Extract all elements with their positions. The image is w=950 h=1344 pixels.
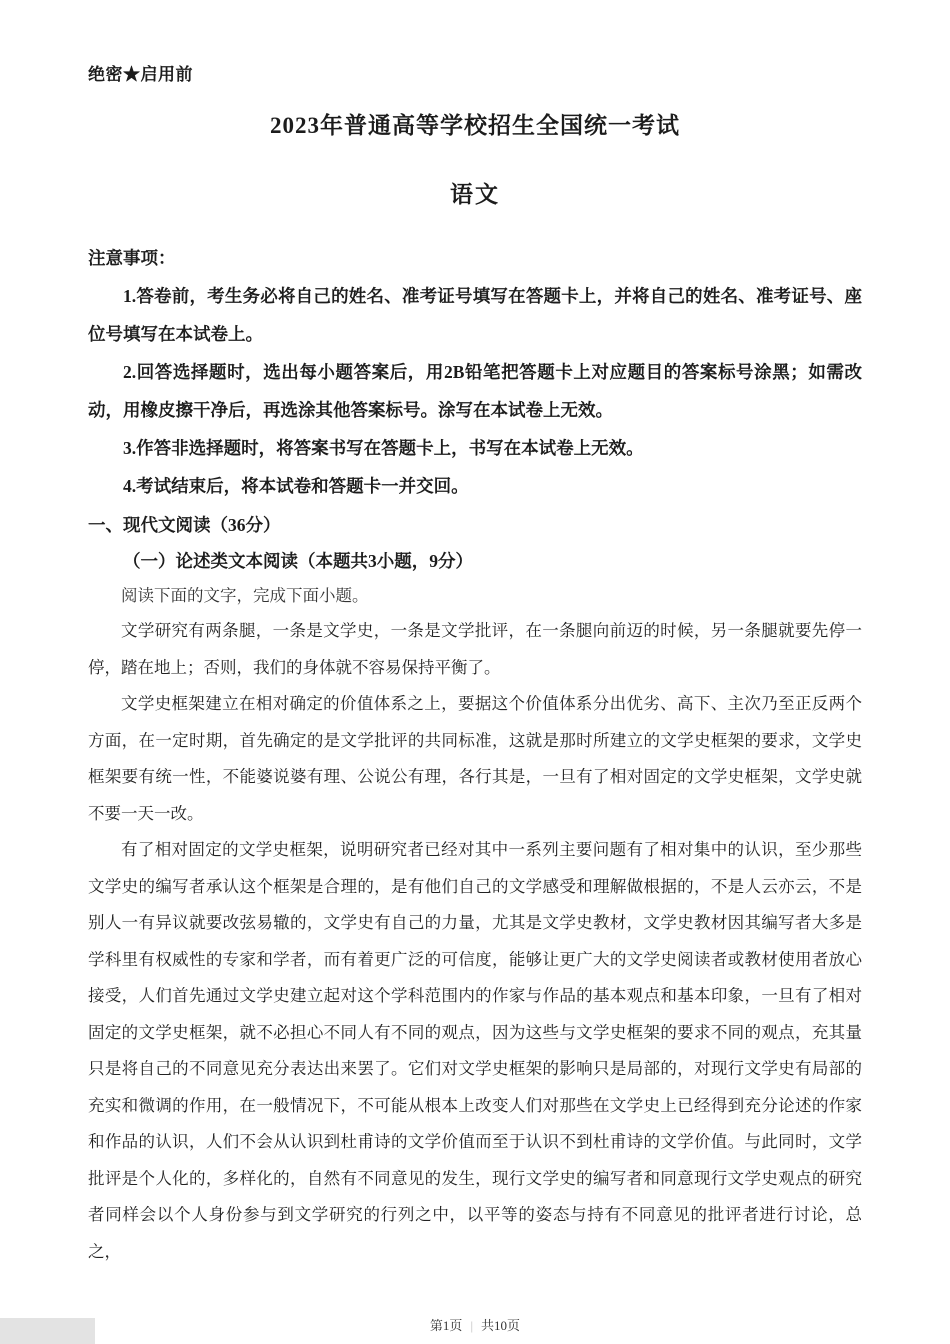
passage-paragraph-1: 文学研究有两条腿，一条是文学史，一条是文学批评，在一条腿向前迈的时候，另一条腿就要先停一停，踏在地上；否则，我们的身体就不容易保持平衡了。 (88, 621, 862, 677)
notice-item-2: 2.回答选择题时，选出每小题答案后，用2B铅笔把答题卡上对应题目的答案标号涂黑；如需改动，用橡皮擦干净后，再选涂其他答案标号。涂写在本试卷上无效。 (88, 362, 862, 420)
reading-passage (88, 613, 862, 1270)
footer-page-number: 第1页 (429, 1318, 463, 1333)
classification-label: 绝密★启用前 (88, 65, 193, 84)
section-heading-modern-reading: 一、现代文阅读（36分） (88, 515, 281, 535)
notice-list (88, 277, 862, 505)
notice-item-3: 3.作答非选择题时，将答案书写在答题卡上，书写在本试卷上无效。 (123, 438, 644, 458)
page-footer (0, 1315, 950, 1334)
notice-heading: 注意事项： (88, 248, 176, 268)
exam-title: 2023年普通高等学校招生全国统一考试 (270, 113, 680, 138)
notice-item-4: 4.考试结束后，将本试卷和答题卡一并交回。 (123, 476, 469, 496)
reading-instruction: 阅读下面的文字，完成下面小题。 (121, 586, 369, 605)
subsection-heading-argumentative-text: （一）论述类文本阅读（本题共3小题，9分） (123, 551, 473, 571)
footer-total-pages: 共10页 (481, 1318, 521, 1333)
footer-separator: | (470, 1318, 474, 1333)
passage-paragraph-2: 文学史框架建立在相对确定的价值体系之上，要据这个价值体系分出优劣、高下、主次乃至正反两个方面，在一定时期，首先确定的是文学批评的共同标准，这就是那时所建立的文学史框架的要求，文学史框架要有统一性，不能婆说婆有理、公说公有理，各行其是，一旦有了相对固定的文学史框架，文学史就不要一天一改。 (88, 694, 862, 823)
passage-paragraph-3: 有了相对固定的文学史框架，说明研究者已经对其中一系列主要问题有了相对集中的认识，至少那些文学史的编写者承认这个框架是合理的，是有他们自己的文学感受和理解做根据的，不是人云亦云，不是别人一有异议就要改弦易辙的，文学史有自己的力量，尤其是文学史教材，文学史教材因其编写者大多是学科里有权威性的专家和学者，而有着更广泛的可信度，能够让更广大的文学史阅读者或教材使用者放心接受，人们首先通过文学史建立起对这个学科范围内的作家与作品的基本观点和基本印象，一旦有了相对固定的文学史框架，就不必担心不同人有不同的观点，因为这些与文学史框架的要求不同的观点，充其量只是将自己的不同意见充分表达出来罢了。它们对文学史框架的影响只是局部的，对现行文学史有局部的充实和微调的作用，在一般情况下，不可能从根本上改变人们对那些在文学史上已经得到充分论述的作家和作品的认识，人们不会从认识到杜甫诗的文学价值而至于认识不到杜甫诗的文学价值。与此同时，文学批评是个人化的，多样化的，自然有不同意见的发生，现行文学史的编写者和同意现行文学史观点的研究者同样会以个人身份参与到文学研究的行列之中，以平等的姿态与持有不同意见的批评者进行讨论，总之， (88, 840, 862, 1261)
notice-item-1: 1.答卷前，考生务必将自己的姓名、准考证号填写在答题卡上，并将自己的姓名、准考证号、座位号填写在本试卷上。 (88, 286, 862, 344)
exam-subject: 语文 (450, 182, 500, 207)
